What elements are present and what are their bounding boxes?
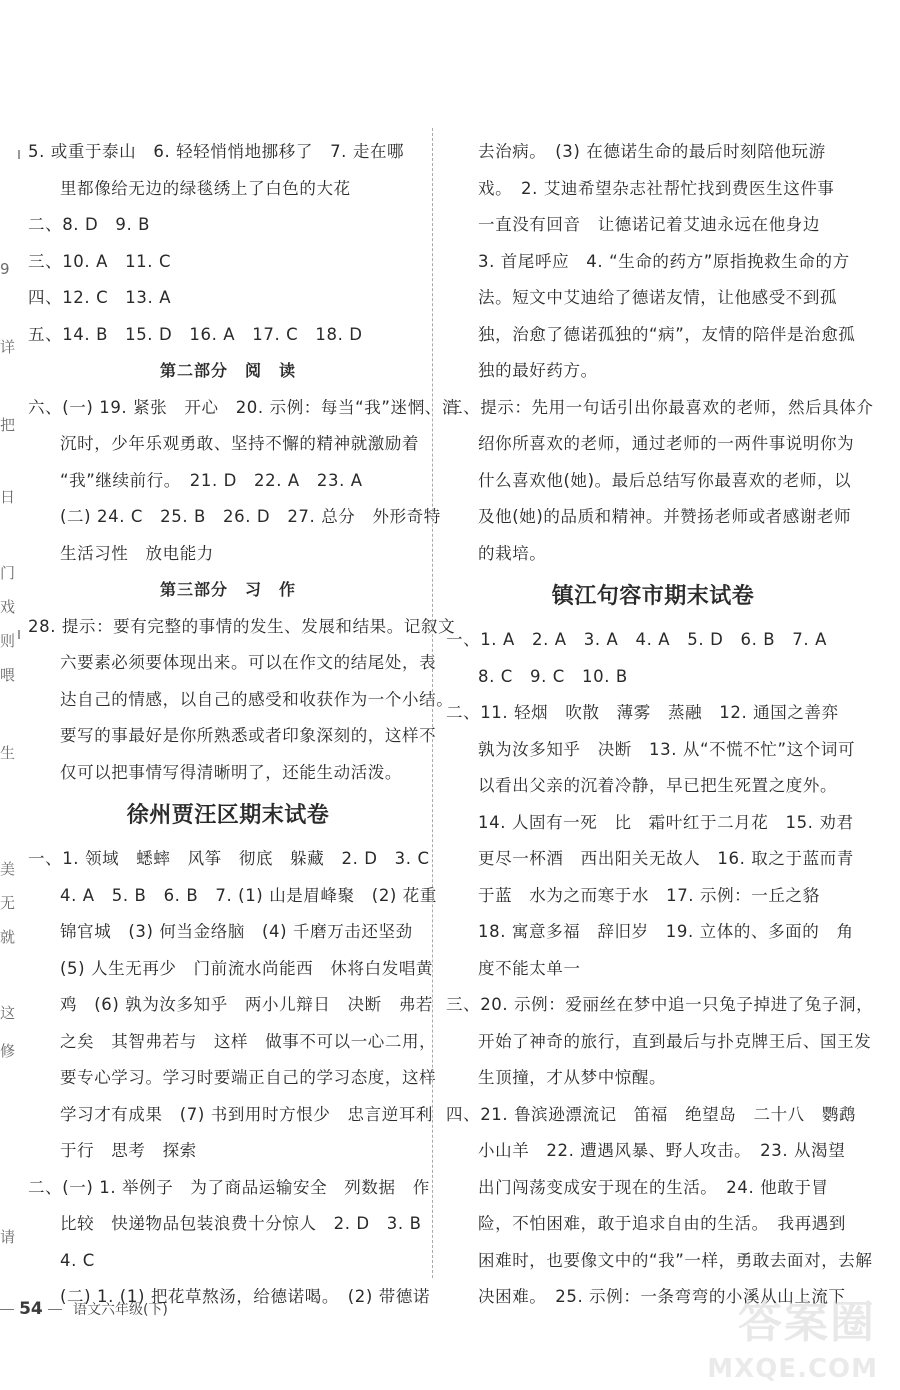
answer-line: (二) 1. (1) 把花草熬汤，给德诺喝。 (2) 带德诺	[60, 1287, 431, 1306]
ghost-char: 9	[0, 260, 10, 278]
answer-line: 5. 或重于泰山 6. 轻轻悄悄地挪移了 7. 走在哪	[28, 142, 405, 161]
answer-line: 及他(她)的品质和精神。并赞扬老师或者感谢老师	[478, 507, 852, 526]
answer-line: 出门闯荡变成安于现在的生活。 24. 他敢于冒	[478, 1177, 829, 1197]
answer-line: 开始了神奇的旅行，直到最后与扑克牌王后、国王发	[478, 1031, 872, 1051]
column-divider	[432, 128, 433, 1278]
section-heading: 第三部分 习 作	[159, 580, 296, 599]
answer-line: 锦官城 (3) 何当金络脑 (4) 千磨万击还坚劲	[60, 922, 413, 941]
answer-line: 小山羊 22. 遭遇风暴、野人攻击。 23. 从渴望	[478, 1141, 846, 1160]
answer-line: 学习才有成果 (7) 书到用时方恨少 忠言逆耳利	[60, 1104, 434, 1124]
answer-line: 生顶撞，才从梦中惊醒。	[478, 1068, 667, 1087]
ghost-char: 门	[0, 564, 16, 582]
answer-line: 于蓝 水为之而寒于水 17. 示例：一丘之貉	[478, 885, 820, 905]
exam-title: 镇江句容市期末试卷	[551, 584, 755, 609]
ghost-char: 则	[0, 632, 16, 650]
answer-line: 法。短文中艾迪给了德诺友情，让他感受不到孤	[478, 288, 838, 307]
watermark	[614, 1286, 884, 1386]
answer-line: 鸡 (6) 孰为汝多知乎 两小儿辩日 决断 弗若	[60, 995, 434, 1014]
answer-line: 14. 人固有一死 比 霜叶红于二月花 15. 劝君	[478, 812, 854, 832]
answer-line: 绍你所喜欢的老师，通过老师的一两件事说明你为	[478, 434, 855, 453]
answer-line: 达自己的情感，以自己的感受和收获作为一个小结。	[60, 689, 454, 709]
answer-line: 4. C	[60, 1250, 95, 1270]
section-heading: 第二部分 阅 读	[159, 361, 296, 380]
answer-line: 戏。 2. 艾迪希望杂志社帮忙找到费医生这件事	[478, 178, 835, 198]
ghost-char: 就	[0, 928, 16, 946]
exam-title: 徐州贾汪区期末试卷	[126, 803, 330, 828]
ghost-char: 请	[0, 1228, 16, 1246]
answer-line: 8. C 9. C 10. B	[478, 666, 628, 686]
answer-line: 沉时，少年乐观勇敢、坚持不懈的精神就激励着	[60, 434, 420, 453]
answer-line: 3. 首尾呼应 4. “生命的药方”原指挽救生命的方	[478, 251, 850, 271]
right-column	[446, 134, 874, 1316]
answer-line: 于行 思考 探索	[60, 1141, 197, 1160]
ghost-char: 生	[0, 744, 16, 762]
answer-line: 的栽培。	[478, 543, 547, 563]
answer-line: 比较 快递物品包装浪费十分惊人 2. D 3. B	[60, 1214, 422, 1233]
answer-line: (二) 24. C 25. B 26. D 27. 总分 外形奇特	[60, 507, 441, 526]
answer-line: 什么喜欢他(她)。最后总结写你最喜欢的老师，以	[478, 470, 852, 490]
answer-line: 五、14. B 15. D 16. A 17. C 18. D	[28, 324, 363, 344]
answer-line: 生活习性 放电能力	[60, 543, 214, 563]
answer-line: (5) 人生无再少 门前流水尚能西 休将白发唱黄	[60, 958, 434, 978]
answer-line: 要专心学习。学习时要端正自己的学习态度，这样	[60, 1068, 437, 1087]
answer-line: 六要素必须要体现出来。可以在作文的结尾处，表	[60, 653, 437, 672]
margin-tick	[18, 630, 20, 639]
answer-line: 二、8. D 9. B	[28, 215, 151, 234]
answer-line: 以看出父亲的沉着冷静，早已把生死置之度外。	[478, 776, 838, 795]
book-label: 语文六年级(下)	[72, 1302, 168, 1318]
answer-line: 四、12. C 13. A	[28, 288, 172, 307]
answer-line: 四、21. 鲁滨逊漂流记 笛福 绝望岛 二十八 鹦鹉	[446, 1104, 857, 1124]
answer-line: “我”继续前行。 21. D 22. A 23. A	[60, 470, 363, 490]
ghost-char: 喂	[0, 666, 16, 684]
ghost-char: 日	[0, 488, 16, 506]
page-footer	[0, 1294, 168, 1324]
page-number: 54	[19, 1299, 43, 1319]
ghost-char: 美	[0, 860, 16, 878]
answer-line: 之矣 其智弗若与 这样 做事不可以一心二用，	[60, 1031, 437, 1051]
answer-line: 去治病。 (3) 在德诺生命的最后时刻陪他玩游	[478, 142, 826, 161]
answer-line: 里都像给无边的绿毯绣上了白色的大花	[60, 178, 351, 198]
answer-line: 独，治愈了德诺孤独的“病”，友情的陪伴是治愈孤	[478, 324, 856, 344]
answer-line: 一直没有回音 让德诺记着艾迪永远在他身边	[478, 215, 820, 234]
answer-line: 更尽一杯酒 西出阳关无故人 16. 取之于蓝而青	[478, 849, 854, 868]
answer-line: 孰为汝多知乎 决断 13. 从“不慌不忙”这个词可	[478, 739, 856, 759]
answer-line: 4. A 5. B 6. B 7. (1) 山是眉峰聚 (2) 花重	[60, 885, 438, 905]
answer-line: 独的最好药方。	[478, 361, 598, 380]
ghost-char: 把	[0, 416, 16, 434]
answer-line: 险，不怕困难，敢于追求自由的生活。 我再遇到	[478, 1214, 846, 1233]
answer-line: 18. 寓意多福 辞旧岁 19. 立体的、多面的 角	[478, 922, 854, 941]
answer-line: 困难时，也要像文中的“我”一样，勇敢去面对，去解	[478, 1250, 873, 1270]
footer-rule	[0, 1309, 14, 1310]
ghost-char: 详	[0, 338, 16, 356]
answer-line: 三、10. A 11. C	[28, 251, 172, 271]
answer-line: 三、20. 示例：爱丽丝在梦中追一只兔子掉进了兔子洞，	[446, 995, 874, 1014]
answer-line: 仅可以把事情写得清晰明了，还能生动活泼。	[60, 762, 402, 782]
answer-line: 三、提示：先用一句话引出你最喜欢的老师，然后具体介	[446, 397, 874, 417]
ghost-char: 修	[0, 1042, 16, 1060]
answer-line: 要写的事最好是你所熟悉或者印象深刻的，这样不	[60, 726, 437, 745]
ghost-char: 无	[0, 894, 16, 912]
ghost-char: 这	[0, 1004, 16, 1022]
answer-line: 决困难。 25. 示例：一条弯弯的小溪从山上流下	[478, 1287, 846, 1306]
answer-line: 二、11. 轻烟 吹散 薄雾 蒸融 12. 通国之善弈	[446, 703, 839, 722]
ghost-char: 戏	[0, 598, 16, 616]
watermark-url: MXQE.COM	[707, 1354, 878, 1384]
answer-line: 度不能太单一	[478, 958, 581, 978]
answer-line: 六、(一) 19. 紧张 开心 20. 示例：每当“我”迷惘、消	[28, 397, 459, 417]
margin-tick	[18, 150, 20, 159]
answer-line: 一、1. 领域 蟋蟀 风筝 彻底 躲藏 2. D 3. C	[28, 849, 430, 868]
answer-line: 二、(一) 1. 举例子 为了商品运输安全 列数据 作	[28, 1177, 430, 1197]
watermark-logo: 答案圈	[738, 1297, 876, 1348]
answer-line: 一、1. A 2. A 3. A 4. A 5. D 6. B 7. A	[446, 630, 827, 649]
binding-edge-ghost-text	[0, 0, 16, 1270]
answer-line: 28. 提示：要有完整的事情的发生、发展和结果。记叙文	[28, 616, 456, 636]
footer-rule	[48, 1309, 62, 1310]
left-column	[28, 134, 459, 1316]
